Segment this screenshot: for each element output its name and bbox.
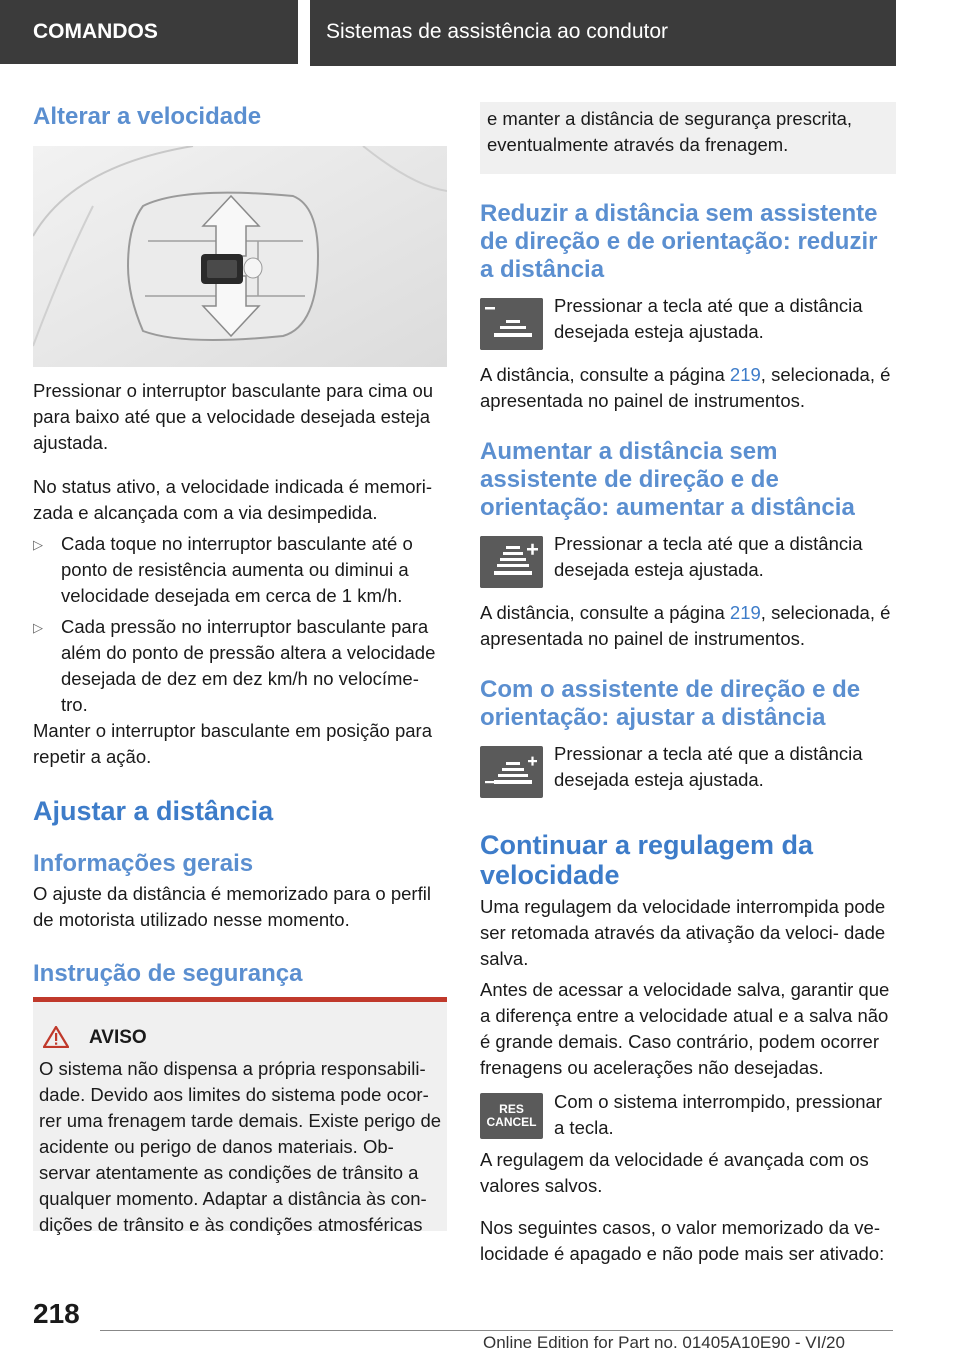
header-section bbox=[0, 0, 298, 64]
footer-divider bbox=[100, 1330, 893, 1331]
para-regulagem-avancada: A regulagem da velocidade é avançada com os valores salvos. bbox=[480, 1149, 869, 1196]
heading-instrucao-seguranca: Instrução de segurança bbox=[33, 960, 303, 987]
warning-box bbox=[33, 1002, 447, 1235]
para-seguintes-casos: Nos seguintes casos, o valor memorizado da ve- locidade é apagado e não pode mais ser ativado: bbox=[480, 1217, 885, 1264]
para-pressionar-interruptor: Pressionar o interruptor basculante para cima ou para baixo até que a velocidade desejada esteja ajustada. bbox=[33, 380, 434, 453]
heading-alterar-velocidade: Alterar a velocidade bbox=[33, 103, 262, 130]
warning-title: AVISO bbox=[89, 1027, 147, 1048]
heading-continuar-regulagem: Continuar a regulagem da velocidade bbox=[480, 830, 814, 890]
continued-box bbox=[480, 102, 896, 174]
header-chapter bbox=[310, 0, 896, 64]
footer-edition: Online Edition for Part no. 01405A10E90 - VI/20 bbox=[483, 1333, 845, 1352]
ref-text-b: , selecionada, é apresentada no painel de instrumentos. bbox=[480, 602, 891, 649]
chapter-title: Sistemas de assistência ao condutor bbox=[326, 20, 669, 43]
ref-text-a: A distância, consulte a página bbox=[480, 602, 730, 623]
triangle-bullet-icon: ▷ bbox=[33, 537, 43, 552]
para-pressionar-tecla-aumentar: Pressionar a tecla até que a distância desejada esteja ajustada. bbox=[554, 533, 863, 580]
res-cancel-button-icon bbox=[480, 1093, 543, 1139]
steering-wheel-switch-illustration bbox=[33, 146, 447, 367]
distance-increase-button-icon bbox=[480, 536, 543, 588]
continued-text: e manter a distância de segurança prescrita, eventualmente através da frenagem. bbox=[487, 108, 853, 155]
para-distancia-ref-1 bbox=[480, 362, 896, 414]
cancel-label: CANCEL bbox=[486, 1115, 537, 1129]
para-regulagem-interrompida: Uma regulagem da velocidade interrompida pode ser retomada através da ativação da veloci- dade salva. bbox=[480, 896, 886, 969]
page-number: 218 bbox=[33, 1298, 80, 1329]
warning-triangle-icon bbox=[43, 1026, 69, 1048]
list-item-text: Cada toque no interruptor basculante até o ponto de resistência aumenta ou diminui a velocidade desejada em cerca de 1 km/h. bbox=[61, 533, 413, 606]
warning-text: O sistema não dispensa a própria responsabili- dade. Devido aos limites do sistema pode ocor- rer uma frenagem tarde demais. Existe perigo de acidente ou perigo de danos materiais. Ob- servar atentamente as condições de trânsito a qualquer momento. Adaptar a distância às con- dições de trânsito e às condições atmosféricas bbox=[39, 1058, 442, 1235]
section-title: COMANDOS bbox=[33, 20, 158, 43]
para-antes-acessar: Antes de acessar a velocidade salva, garantir que a diferença entre a velocidade atual e a salva não é grande demais. Caso contrário, podem ocorrer frenagens ou acelerações não desejadas. bbox=[480, 979, 890, 1078]
distance-adjust-button-icon bbox=[480, 746, 543, 798]
para-manter-interruptor: Manter o interruptor basculante em posição para repetir a ação. bbox=[33, 720, 432, 767]
para-distancia-ref-2 bbox=[480, 600, 896, 652]
para-pressionar-tecla-reduzir: Pressionar a tecla até que a distância desejada esteja ajustada. bbox=[554, 295, 863, 342]
list-item bbox=[33, 531, 447, 609]
para-status-ativo: No status ativo, a velocidade indicada é memori- zada e alcançada com a via desimpedida. bbox=[33, 476, 432, 523]
distance-decrease-button-icon bbox=[480, 298, 543, 350]
para-sistema-interrompido: Com o sistema interrompido, pressionar a tecla. bbox=[554, 1091, 882, 1138]
ref-text-b: , selecionada, é apresentada no painel de instrumentos. bbox=[480, 364, 891, 411]
header-divider bbox=[310, 64, 896, 66]
page-link[interactable]: 219 bbox=[729, 602, 761, 623]
ref-text-a: A distância, consulte a página bbox=[480, 364, 730, 385]
heading-ajustar-distancia: Ajustar a distância bbox=[33, 796, 274, 826]
list-item bbox=[33, 614, 447, 718]
para-pressionar-tecla-ajustar: Pressionar a tecla até que a distância desejada esteja ajustada. bbox=[554, 743, 863, 790]
page-link[interactable]: 219 bbox=[729, 364, 761, 385]
heading-aumentar-distancia: Aumentar a distância sem assistente de direção e de orientação: aumentar a distância bbox=[480, 438, 855, 521]
res-label: RES bbox=[499, 1102, 524, 1116]
para-ajuste-memorizado: O ajuste da distância é memorizado para o perfil de motorista utilizado nesse momento. bbox=[33, 883, 431, 930]
heading-informacoes-gerais: Informações gerais bbox=[33, 850, 254, 877]
triangle-bullet-icon: ▷ bbox=[33, 620, 43, 635]
list-item-text: Cada pressão no interruptor basculante para além do ponto de pressão altera a velocidade desejada de dez em dez km/h no velocíme- tro. bbox=[61, 616, 436, 715]
heading-reduzir-distancia: Reduzir a distância sem assistente de direção e de orientação: reduzir a distância bbox=[480, 200, 878, 283]
heading-com-assistente: Com o assistente de direção e de orientação: ajustar a distância bbox=[480, 676, 861, 731]
